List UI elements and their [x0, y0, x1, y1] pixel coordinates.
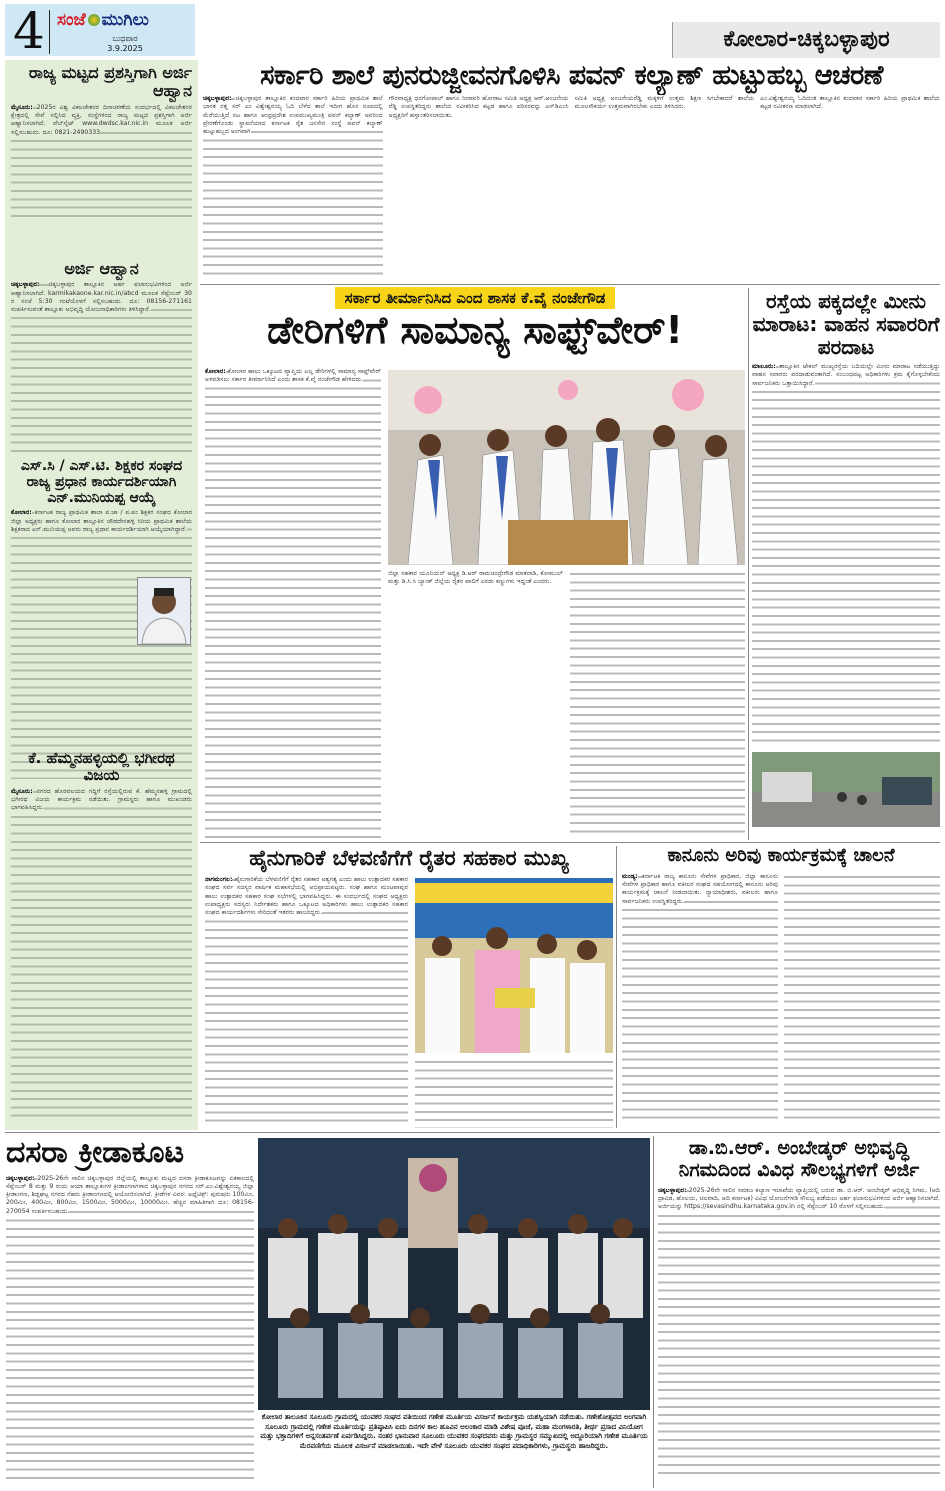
headline: ರಸ್ತೆಯ ಪಕ್ಕದಲ್ಲೇ ಮೀನು ಮಾರಾಟ: ವಾಹನ ಸವಾರರಿಗೆ ಪರದಾಟ — [752, 289, 940, 359]
article-body: ತಾಲ್ಲೂಕಿನ ಟೇಕಲ್ ಮುಖ್ಯರಸ್ತೆಯ ಬದಿಯಲ್ಲೇ ಮೀನು ಮಾರಾಟ ನಡೆಯುತ್ತಿದ್ದು ವಾಹನ ಸವಾರರು ಪರದಾಡುವಂತಾಗಿದೆ. ಸಂಬಂಧಪಟ್ಟ ಅಧಿಕಾರಿಗಳು ಕ್ರಮ ಕೈಗೊಳ್ಳಬೇಕೆಂದು ಸಾರ್ವಜನಿಕರು ಒತ್ತಾಯಿಸಿದ್ದಾರೆ. — [752, 363, 940, 387]
logo-text-1: ಸಂಜೆ — [57, 10, 86, 30]
article-body: ಚಿಕ್ಕಬಳ್ಳಾಪುರ ತಾಲ್ಲೂಕಿನ ಅರ್ಹ ಫಲಾನುಭವಿಗಳಿಂದ ಅರ್ಜಿ ಆಹ್ವಾನಿಸಲಾಗಿದೆ. karmikakaone.kar.nic.in/abcd ಮೂಲಕ ಸೆಪ್ಟೆಂಬರ್ 30 ರ ಸಂಜೆ 5:30 ಗಂಟೆಯೊಳಗೆ ಸಲ್ಲಿಸಬಹುದು. ದೂ: 08156-271161 ಸಂಪರ್ಕಿಸುವಂತೆ ತಾಲ್ಲೂಕು ಅಭಿವೃದ್ಧಿ ಯೋಜನಾಧಿಕಾರಿಗಳು ತಿಳಿಸಿದ್ದಾರೆ. — [11, 281, 192, 314]
headline: ಎಸ್.ಸಿ / ಎಸ್.ಟಿ. ಶಿಕ್ಷಕರ ಸಂಘದ ರಾಜ್ಯ ಪ್ರಧಾನ ಕಾರ್ಯದರ್ಶಿಯಾಗಿ ಎನ್.ಮುನಿಯಪ್ಪ ಆಯ್ಕೆ — [20, 458, 183, 507]
article-body: ಗೌರವಾಧ್ಯಕ್ಷ ಧನಗೋಪಾಲ್ ಹಾಗೂ ನೀರಾವರಿ ಹೋರಾಟ ಸಮಿತಿ ಅಧ್ಯಕ್ಷ ಆರ್.ಆಂಜನೇಯ ರೆಡ್ಡಿ ಉಪಸ್ಥಿತರಿದ್ದರು ಶಾಲೆಯ ನವೀಕರಿಸಿದ ಕಟ್ಟಡ ಹಾಗೂ ಪರಿಸರವನ್ನು ಎಸ್‌ಡಿಎಂಸಿ ಅಧ್ಯಕ್ಷರಿಗೆ ಹಸ್ತಾಂತರಿಸಲಾಯಿತು. — [389, 95, 569, 275]
article-body-continued — [784, 873, 940, 1121]
dasara-story — [6, 1136, 254, 1488]
headline: ಅರ್ಜಿ ಆಹ್ವಾನ — [64, 259, 139, 278]
headline: ದಸರಾ ಕ್ರೀಡಾಕೂಟ — [6, 1135, 185, 1170]
logo-text-2: ಮುಗಿಲು — [101, 10, 149, 30]
dateline: ಕೋಲಾರ: — [205, 368, 226, 375]
portrait-photo — [137, 577, 191, 645]
section-title: ಕೋಲಾರ-ಚಿಕ್ಕಬಳ್ಳಾಪುರ — [672, 22, 940, 58]
article-body: ನಗರದ ಹೊರವಲಯದ ಗದ್ದಿಗೆ ರಸ್ತೆಯಲ್ಲಿರುವ ಕೆ. ಹೆಮ್ಮನಹಳ್ಳಿ ಗ್ರಾಮದಲ್ಲಿ ಭಗೀರಥ ವಿಜಯ ಕಾರ್ಯಕ್ರಮ ನಡೆಯಿತು. ಗ್ರಾಮಸ್ಥರು ಹಾಗೂ ಮುಖಂಡರು ಭಾಗವಹಿಸಿದ್ದರು. — [11, 787, 192, 812]
headline: ಹೈನುಗಾರಿಕೆ ಬೆಳವಣಿಗೆಗೆ ರೈತರ ಸಹಕಾರ ಮುಖ್ಯ — [249, 846, 569, 870]
headline: ಸರ್ಕಾರಿ ಶಾಲೆ ಪುನರುಜ್ಜೀವನಗೊಳಿಸಿ ಪವನ್ ಕಲ್ಯಾಣ್ ಹುಟ್ಟುಹಬ್ಬ ಆಚರಣೆ — [260, 60, 883, 91]
article-body: ಹೈನುಗಾರಿಕೆಯ ಬೆಳವಣಿಗೆಗೆ ರೈತರ ಸಹಕಾರ ಅತ್ಯಗತ್ಯ ಎಂದು ಹಾಲು ಉತ್ಪಾದಕರ ಸಹಕಾರ ಸಂಘದ ಸರ್ವ ಸದಸ್ಯರ ವಾರ್ಷಿಕ ಮಹಾಸಭೆಯಲ್ಲಿ ಅಭಿಪ್ರಾಯಪಟ್ಟರು. ಸಂಘ ಹಾಗೂ ಮಂಟಪಾಪುರ ಹಾಲು ಉತ್ಪಾದಕರ ಸಹಕಾರ ಸಂಘ ಸಭೆಗಳಲ್ಲಿ ಭಾಗವಹಿಸಿದ್ದರು. ಈ ಸಂದರ್ಭದಲ್ಲಿ ಸಂಘದ ಅಧ್ಯಕ್ಷರು ಉಪಾಧ್ಯಕ್ಷರು ಸದಸ್ಯರು ನಿರ್ದೇಶಕರು ಹಾಗೂ ಒಕ್ಕೂಟದ ಅಧಿಕಾರಿಗಳು ಹಾಲು ಉತ್ಪಾದಕರ ಸಹಕಾರ ಸಂಘದ ಕಾರ್ಯದರ್ಶಿಗಳು ಸೇರಿದಂತೆ ಇತರರು ಹಾಜರಿದ್ದರು. — [205, 876, 408, 917]
article-muniyappa — [11, 458, 192, 779]
article-bhagiratha — [11, 750, 192, 1118]
dateline: ಚಿಕ್ಕಬಳ್ಳಾಪುರ: — [203, 95, 232, 103]
headline: ಡೇರಿಗಳಿಗೆ ಸಾಮಾನ್ಯ ಸಾಫ್ಟ್‌ವೇರ್! — [267, 308, 683, 352]
divider — [653, 1136, 654, 1488]
dateline: ಕೋಲಾರ: — [11, 509, 32, 517]
ganesha-group-photo — [258, 1138, 650, 1410]
headline: ಡಾ.ಬಿ.ಆರ್. ಅಂಬೇಡ್ಕರ್ ಅಭಿವೃದ್ಧಿ ನಿಗಮದಿಂದ ವಿವಿಧ ಸೌಲಭ್ಯಗಳಿಗೆ ಅರ್ಜಿ — [678, 1137, 920, 1181]
article-body: ಕರ್ನಾಟಕ ರಾಜ್ಯ ಪ್ರಾಥಮಿಕ ಶಾಲಾ ಪ.ಜಾ / ಪ.ಪಂ ಶಿಕ್ಷಕರ ಸಂಘದ ಕೋಲಾರ ಜಿಲ್ಲಾ ಅಧ್ಯಕ್ಷರು ಹಾಗೂ ಕೋಲಾರ ತಾಲ್ಲೂಕಿನ ಚೌಡದೇನಹಳ್ಳಿ ಸಿರಿಯ ಪ್ರಾಥಮಿಕ ಶಾಲೆಯ ಶಿಕ್ಷಕರಾದ ಎನ್.ಮುನಿಯಪ್ಪ ಅವರು ರಾಜ್ಯ ಪ್ರಧಾನ ಕಾರ್ಯದರ್ಶಿಯಾಗಿ ಆಯ್ಕೆಯಾಗಿದ್ದಾರೆ. — [11, 509, 192, 533]
article-body: ಕರ್ನಾಟಕ ರಾಜ್ಯ ಕಾನೂನು ಸೇವೆಗಳ ಪ್ರಾಧಿಕಾರ, ಜಿಲ್ಲಾ ಕಾನೂನು ಸೇವೆಗಳ ಪ್ರಾಧಿಕಾರ ಹಾಗೂ ವಕೀಲರ ಸಂಘದ ಸಹಯೋಗದಲ್ಲಿ ಕಾನೂನು ಅರಿವು ಕಾರ್ಯಕ್ರಮಕ್ಕೆ ಚಾಲನೆ ನೀಡಲಾಯಿತು. ನ್ಯಾಯಾಧೀಶರು, ವಕೀಲರು ಹಾಗೂ ಸಾರ್ವಜನಿಕರು ಉಪಸ್ಥಿತರಿದ್ದರು. — [622, 872, 778, 905]
divider — [49, 10, 50, 54]
top-story — [203, 60, 940, 282]
dateline: ಚಿಕ್ಕಬಳ್ಳಾಪುರ: — [11, 281, 40, 289]
law-story — [622, 846, 940, 1128]
dateline: ಮೈಸೂರು: — [11, 103, 33, 111]
day: ಬುಧವಾರ — [112, 34, 138, 43]
dateline: ಮೈಸೂರು: — [11, 787, 33, 795]
dairy-story — [205, 846, 613, 1128]
photo-caption: ಕೋಲಾರ ತಾಲೂಕಿನ ಸೂಲೂರು ಗ್ರಾಮದಲ್ಲಿ ಯುವಕರ ಸಂಘದ ವತಿಯಿಂದ ಗಣೇಶ ಮೂರ್ತಿಯ ವಿಸರ್ಜನೆ ಕಾರ್ಯಕ್ರಮ ಯಶಸ್ವಿಯಾಗಿ ನಡೆಯಿತು. ಗಣೇಶೋತ್ಸವದ ಅಂಗವಾಗಿ ಸೂಲೂರು ಗ್ರಾಮದಲ್ಲಿ ಗಣೇಶ ಮೂರ್ತಿಯನ್ನು ಪ್ರತಿಷ್ಠಾಪಿಸಿ ಐದು ದಿನಗಳ ಕಾಲ ಹೂವಿನ ಅಲಂಕಾರ ಮಾಡಿ ವಿಶೇಷ ಪೂಜೆ, ಮಹಾ ಮಂಗಳಾರತಿ, ತೀರ್ಥ ಪ್ರಸಾದ ವಿನಿಯೋಗ ಮತ್ತು ಭಕ್ತಾದಿಗಳಿಗೆ ಅನ್ನಸಂತರ್ಪಣೆ ಏರ್ಪಡಿಸಿದ್ದರು. ನಂತರ ಭಾನುವಾರ ಸೂಲೂರು ಯುವಕರ ಸಂಘದವರು ಮತ್ತು ಗ್ರಾಮಸ್ಥರ ಸಮ್ಮುಖದಲ್ಲಿ ಅದ್ದೂರಿಯಾಗಿ ಗಣೇಶ ಮೂರ್ತಿಯ ಮೆರವಣಿಗೆಯ ಮೂಲಕ ವಿಸರ್ಜನೆ ಮಾಡಲಾಯಿತು. ಇದೇ ವೇಳೆ ಸೂಲೂರು ಯುವಕರ ಸಂಘದ ಪದಾಧಿಕಾರಿಗಳು, ಗ್ರಾಮಸ್ಥರು ಹಾಜರಿದ್ದರು. — [260, 1413, 648, 1450]
ambedkar-story — [658, 1138, 940, 1488]
article-body: 2025ರ ವಿಶ್ವ ವಿಕಲಚೇತನರ ದಿನಾಚರಣೆಯ ಸಂದರ್ಭದಲ್ಲಿ ವಿಕಲಚೇತನರ ಕ್ಷೇತ್ರದಲ್ಲಿ ಸೇವೆ ಸಲ್ಲಿಸಿದ ವ್ಯಕ್ತಿ, ಸಂಸ್ಥೆಗಳಿಂದ ರಾಜ್ಯ ಮಟ್ಟದ ಪ್ರಶಸ್ತಿಗಾಗಿ ಅರ್ಜಿ ಆಹ್ವಾನಿಸಲಾಗಿದೆ. ವೆಬ್‌ಸೈಟ್ www.dwdsc.kar.nic.in ಮೂಲಕ ಅರ್ಜಿ ಸಲ್ಲಿಸಬಹುದು. ದೂ: 0821-2490333 — [11, 103, 192, 136]
article-body-continued — [570, 570, 745, 838]
divider — [748, 288, 749, 840]
article-body: 2025-26ನೇ ಸಾಲಿನ ಚಿಕ್ಕಬಳ್ಳಾಪುರ ಜಿಲ್ಲೆಯಲ್ಲಿ ತಾಲ್ಲೂಕು ಮಟ್ಟದ ದಸರಾ ಕ್ರೀಡಾಕೂಟವನ್ನು ಏಕಕಾಲದಲ್ಲಿ ಸೆಪ್ಟೆಂಬರ್ 8 ಮತ್ತು 9 ರಂದು ಆಯಾ ತಾಲ್ಲೂಕುಗಳ ಕ್ರೀಡಾಂಗಣಗಳಾದ ಚಿಕ್ಕಬಳ್ಳಾಪುರ ನಗರದ ಸರ್.ಎಂ.ವಿಶ್ವೇಶ್ವರಯ್ಯ ಜಿಲ್ಲಾ ಕ್ರೀಡಾಂಗಣ, ಶಿಡ್ಲಘಟ್ಟ ನಗರದ ನೆಹರು ಕ್ರೀಡಾಂಗಣದಲ್ಲಿ ಆಯೋಜಿಸಲಾಗಿದೆ. ಕ್ರೀಡೆಗಳ ವಿವರ: ಅಥ್ಲೆಟಿಕ್ಸ್: ಪುರುಷರು 100ಮೀ, 200ಮೀ, 400ಮೀ, 800ಮೀ, 1500ಮೀ, 5000ಮೀ, 10000ಮೀ. ಹೆಚ್ಚಿನ ಮಾಹಿತಿಗಾಗಿ ದೂ: 08156-270054 ಸಂಪರ್ಕಿಸಬಹುದು. — [6, 1174, 254, 1215]
dateline: ಚಿಕ್ಕಬಳ್ಳಾಪುರ: — [658, 1186, 687, 1194]
felicitation-photo — [415, 878, 613, 1053]
dateline: ಮಾಲೂರು: — [752, 363, 776, 370]
article-body: ಕೋಲಾರ ಹಾಲು ಒಕ್ಕೂಟದ ವ್ಯಾಪ್ತಿಯ ಎಲ್ಲ ಡೇರಿಗಳಲ್ಲಿ ಸಾಮಾನ್ಯ ಸಾಫ್ಟ್‌ವೇರ್ ಅಳವಡಿಸಲು ಸರ್ಕಾರ ತೀರ್ಮಾನಿಸಿದೆ ಎಂದು ಶಾಸಕ ಕೆ.ವೈ ನಂಜೇಗೌಡ ಹೇಳಿದರು. — [205, 368, 381, 384]
kicker: ಸರ್ಕಾರ ತೀರ್ಮಾನಿಸಿದ ಎಂದ ಶಾಸಕ ಕೆ.ವೈ ನಂಜೇಗೌಡ — [335, 287, 616, 309]
dateline: ಮಂಡ್ಯ: — [622, 872, 638, 880]
article-body: ಚಿಕ್ಕಬಳ್ಳಾಪುರ ತಾಲ್ಲೂಕಿನ ಕಂದವಾರ ಸರ್ಕಾರಿ ಹಿರಿಯ ಪ್ರಾಥಮಿಕ ಶಾಲೆ ಭಾರತ ರತ್ನ ಸರ್ ಎಂ ವಿಶ್ವೇಶ್ವರಯ್ಯ ಓದಿ ಬೆಳೆದ ಶಾಲೆ ಇದೀಗ ಹೊಸ ರೂಪದಲ್ಲಿ ಮೆರೆಯುತ್ತಿದೆ ನಟ ಹಾಗೂ ಆಂಧ್ರಪ್ರದೇಶ ಉಪಮುಖ್ಯಮಂತ್ರಿ ಪವನ್ ಕಲ್ಯಾಣ್ ಅವರಿಂದ ಪ್ರೇರಣೆಗೊಂಡು ಸ್ಥಾಪನೆಯಾದ ಕರ್ನಾಟಕ ರೈತ ಜನಸೇನ ಸಂಸ್ಥೆ ಪವನ್ ಕಲ್ಯಾಣ್ ಹುಟ್ಟುಹಬ್ಬದ ಅಂಗವಾಗಿ — [203, 95, 383, 136]
headline: ಕೆ. ಹೆಮ್ಮನಹಳ್ಳಿಯಲ್ಲಿ ಭಗೀರಥ ವಿಜಯ — [28, 749, 175, 785]
roadside-photo — [752, 752, 940, 827]
article-body: 2025-26ನೇ ಸಾಲಿನ ಸಮಾಜ ಕಲ್ಯಾಣ ಇಲಾಖೆಯ ವ್ಯಾಪ್ತಿಯಲ್ಲಿ ಬರುವ ಡಾ. ಬಿ.ಆರ್. ಅಂಬೇಡ್ಕರ್ ಅಭಿವೃದ್ಧಿ ನಿಗಮ, (ಆದಿ ದ್ರಾವಿಡ, ಹೊಲಯ, ಚಲವಾದಿ, ಆದಿ ಕರ್ನಾಟಕ) ವಿವಿಧ ಯೋಜನೆಗಳಡಿ ಸೌಲಭ್ಯ ಪಡೆಯಲು ಅರ್ಹ ಫಲಾನುಭವಿಗಳಿಂದ ಅರ್ಜಿ ಆಹ್ವಾನಿಸಲಾಗಿದೆ. ಅರ್ಜಿಯನ್ನು https://sevasindhu.karnataka.gov.in ನಲ್ಲಿ ಸೆಪ್ಟೆಂಬರ್ 10 ರೊಳಗೆ ಸಲ್ಲಿಸಬಹುದು. — [658, 1186, 940, 1211]
fish-story — [752, 290, 940, 840]
headline: ರಾಜ್ಯ ಮಟ್ಟದ ಪ್ರಶಸ್ತಿಗಾಗಿ ಅರ್ಜಿ ಆಹ್ವಾನ — [28, 63, 192, 101]
newspaper-logo — [57, 10, 149, 30]
divider — [616, 846, 617, 1128]
article-award — [11, 64, 192, 222]
page-number: 4 — [13, 2, 45, 60]
ceremony-photo — [388, 370, 745, 565]
dateline: ಚಿಕ್ಕಬಳ್ಳಾಪುರ: — [6, 1174, 35, 1182]
dateline: ನಾಗಮಂಗಲ: — [205, 876, 233, 883]
sun-palm-icon — [88, 14, 100, 26]
left-column — [5, 60, 198, 1130]
divider — [200, 842, 940, 843]
divider — [5, 1132, 940, 1133]
headline: ಕಾನೂನು ಅರಿವು ಕಾರ್ಯಕ್ರಮಕ್ಕೆ ಚಾಲನೆ — [667, 845, 895, 866]
article-application — [11, 260, 192, 453]
main-story — [205, 288, 745, 840]
date: 3.9.2025 — [107, 44, 143, 53]
divider — [200, 284, 940, 285]
article-body-continued — [415, 1058, 613, 1128]
article-body: ಜಿಲ್ಲಾ ಸಹಕಾರ ಯೂನಿಯನ್ ಅಧ್ಯಕ್ಷ ಡಿ.ಆರ್ ರಾಮಚಂದ್ರೇಗೌಡ ಮಾತನಾಡಿ, ಕೋಮುಲ್ ಮತ್ತು ಡಿ.ಸಿ.ಸಿ ಬ್ಯಾಂಕ್ ಜಿಲ್ಲೆಯ ರೈತರ ಪಾಲಿಗೆ ಎರಡು ಕಣ್ಣುಗಳು ಇದ್ದಂತೆ ಎಂದರು. — [388, 570, 563, 838]
masthead — [5, 2, 195, 60]
article-body: ಸಮಿತಿ ಅಧ್ಯಕ್ಷ ಅಂಜನೇಯರೆಡ್ಡಿ ಮಕ್ಕಳಿಗೆ ಉತ್ತಮ ಶಿಕ್ಷಣ ಸಿಗಬೇಕಾದರೆ ಶಾಲೆಯ ಮೂಲಸೌಕರ್ಯ ಉತ್ತಮವಾಗಿರಬೇಕು ಎಂದು ತಿಳಿಸಿದರು. — [575, 95, 755, 275]
article-body: ಎಂ.ವಿಶ್ವೇಶ್ವರಯ್ಯ ಓದಿದಂತ ತಾಲ್ಲೂಕಿನ ಕಂದವಾರ ಸರ್ಕಾರಿ ಹಿರಿಯ ಪ್ರಾಥಮಿಕ ಶಾಲೆಯ ಕಟ್ಟಡ ನವೀಕರಣ ಮಾಡಲಾಗಿದೆ. — [760, 95, 940, 275]
